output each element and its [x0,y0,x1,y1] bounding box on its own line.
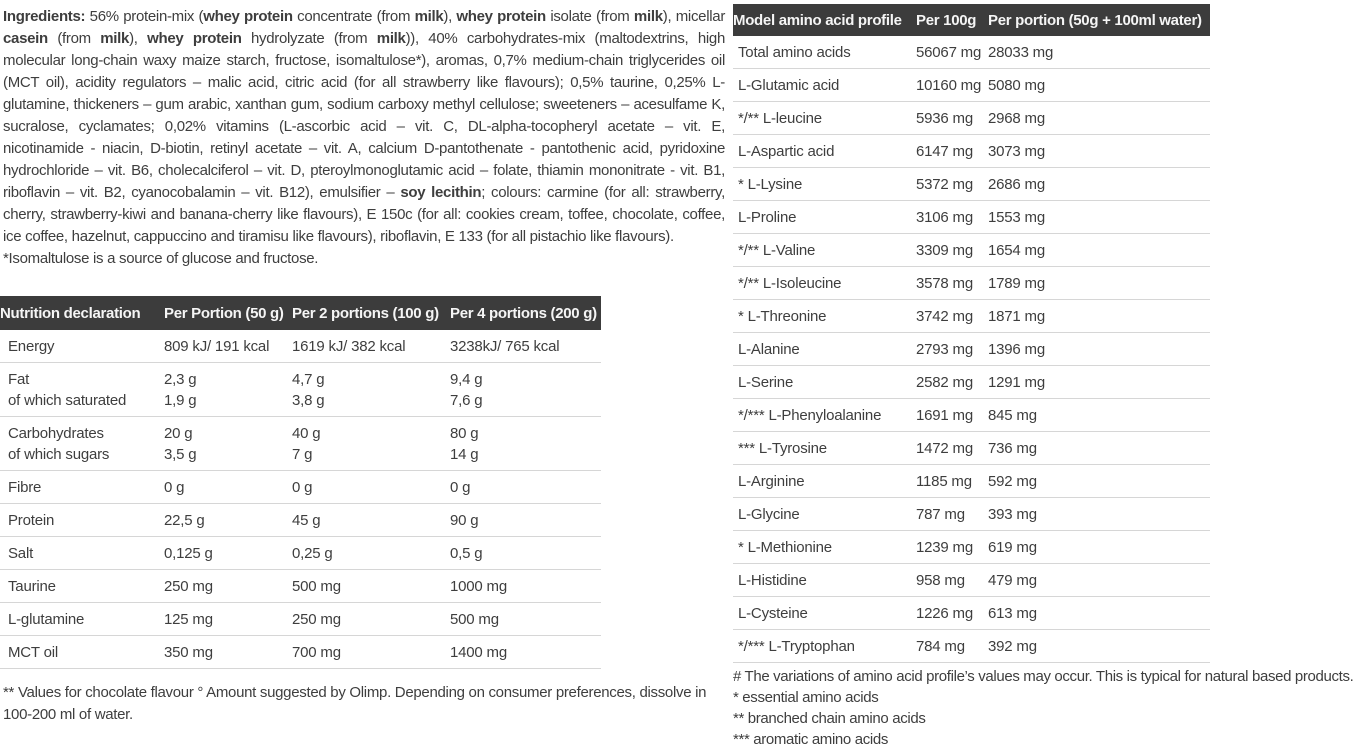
cell-line: 40 g [292,425,321,442]
amino-acid-name: L-Cysteine [738,605,808,622]
amino-acid-table [733,4,1210,663]
ingredients-section [3,6,725,270]
amino-acid-name: * L-Threonine [738,308,827,325]
nutrient-name [0,363,164,416]
amino-acid-value: 1226 mg [916,605,973,622]
ingredient-emphasis: whey protein [147,30,242,47]
amino-acid-value: 56067 mg [916,44,982,61]
nutrition-table-row [0,570,601,603]
amino-table-row [733,201,1210,234]
amino-table-row [733,102,1210,135]
nutrient-value [164,471,292,503]
amino-acid-name: */** L-leucine [738,110,822,127]
nutrient-value [164,330,292,362]
amino-acid-value: 5936 mg [916,110,973,127]
amino-table-row [733,399,1210,432]
amino-acid-name: Total amino acids [738,44,851,61]
cell-line: 4,7 g [292,371,325,388]
amino-col-header-profile: Model amino acid profile [733,12,902,29]
amino-acid-name: * L-Lysine [738,176,803,193]
nutrition-footnote: ** Values for chocolate flavour ° Amount suggested by Olimp. Depending on consumer preferences, dissolve in 100-200 ml of water. [3,684,707,723]
amino-acid-value: 784 mg [916,638,965,655]
nutrient-value [164,636,292,668]
amino-table-row [733,564,1210,597]
cell-line: MCT oil [8,644,58,661]
nutrient-value [164,417,292,470]
cell-line: 250 mg [292,611,341,628]
amino-acid-value: 1871 mg [988,308,1045,325]
amino-table-row [733,234,1210,267]
cell-line: 20 g [164,425,193,442]
amino-acid-name: */*** L-Phenyloalanine [738,407,882,424]
cell-line: 3,5 g [164,446,197,463]
amino-acid-name: L-Aspartic acid [738,143,835,160]
amino-table-row [733,366,1210,399]
cell-line: 0,125 g [164,545,213,562]
ingredient-emphasis: milk [414,8,444,25]
ingredient-text: ), [443,8,457,25]
cell-line: 0 g [450,479,471,496]
cell-line: Fat [8,371,30,388]
cell-line: 3238kJ/ 765 kcal [450,338,560,355]
cell-line: 0 g [292,479,313,496]
amino-acid-name: L-Glycine [738,506,800,523]
amino-acid-value: 1396 mg [988,341,1045,358]
amino-footnotes [733,666,1362,750]
nutrient-value [292,363,450,416]
amino-acid-value: 5372 mg [916,176,973,193]
nutrition-table-row [0,603,601,636]
amino-acid-value: 479 mg [988,572,1037,589]
cell-line: of which saturated [8,392,127,409]
cell-line: 1619 kJ/ 382 kcal [292,338,406,355]
ingredient-text: ), micellar [662,8,726,25]
ingredient-emphasis: milk [633,8,663,25]
nutrient-value [450,330,601,362]
cell-line: of which sugars [8,446,110,463]
amino-table-row [733,36,1210,69]
nutrient-name [0,636,164,668]
cell-line: 9,4 g [450,371,483,388]
ingredient-text: )), 40% carbohydrates-mix (maltodextrins, high molecular long-chain waxy maize starch, fructose, isomaltulose*), aromas, 0,7% medium-chain triglycerides oil (MCT oil), acidity regulators – malic acid, citric acid (for all strawberry like flavours); 0,5% taurine, 0,25% L-glutamine, thickeners – gum arabic, xanthan gum, sodium carboxy methyl cellulose; sweeteners – acesulfame K, sucralose, cyclamates; 0,02% vitamins (L-ascorbic acid – vit. C, DL-alpha-tocopheryl acetate – vit. E, nicotinamide - niacin, D-biotin, retinyl acetate – vit. A, calcium D-pantothenate - pantothenic acid, pyridoxine hydrochloride – vit. B6, cholecalciferol – vit. D, pteroylmonoglutamic acid – folate, thiamin mononitrate - vit. B1, riboflavin – vit. B2, cyanocobalamin – vit. B12), emulsifier – [3,30,726,201]
nutrition-table-row [0,363,601,417]
cell-line: 125 mg [164,611,213,628]
amino-table-row [733,498,1210,531]
nutrient-value [164,363,292,416]
cell-line: 22,5 g [164,512,205,529]
amino-acid-value: 6147 mg [916,143,973,160]
nutrition-col-header-per-2-portions: Per 2 portions (100 g) [292,305,439,322]
amino-footnote-line: * essential amino acids [733,689,879,706]
nutrition-table-row [0,636,601,669]
amino-table-row [733,300,1210,333]
amino-acid-name: */** L-Valine [738,242,816,259]
amino-col-header-per-100g: Per 100g [916,12,977,29]
amino-col-header-per-portion: Per portion (50g + 100ml water) [988,12,1202,29]
cell-line: 14 g [450,446,479,463]
amino-table-row [733,333,1210,366]
amino-acid-name: */** L-Isoleucine [738,275,842,292]
nutrient-name [0,330,164,362]
ingredient-text: ), [129,30,148,47]
cell-line: 2,3 g [164,371,197,388]
amino-acid-value: 1291 mg [988,374,1045,391]
cell-line: 90 g [450,512,479,529]
amino-acid-value: 1789 mg [988,275,1045,292]
amino-table-row [733,531,1210,564]
cell-line: L-glutamine [8,611,85,628]
amino-acid-value: 592 mg [988,473,1037,490]
nutrient-name [0,417,164,470]
amino-acid-value: 10160 mg [916,77,982,94]
nutrient-value [450,603,601,635]
amino-acid-value: 1691 mg [916,407,973,424]
amino-acid-value: 1553 mg [988,209,1045,226]
amino-acid-name: L-Alanine [738,341,800,358]
cell-line: 500 mg [450,611,499,628]
amino-table-row [733,69,1210,102]
amino-acid-name: *** L-Tyrosine [738,440,827,457]
ingredient-text: 56% protein-mix ( [85,8,204,25]
cell-line: 45 g [292,512,321,529]
cell-line: 500 mg [292,578,341,595]
nutrient-name [0,570,164,602]
ingredient-emphasis: casein [3,30,48,47]
nutrient-name [0,537,164,569]
cell-line: 350 mg [164,644,213,661]
ingredient-emphasis: Ingredients: [3,8,86,25]
nutrient-value [292,636,450,668]
amino-table-body [733,36,1210,663]
ingredients-text [3,6,725,248]
nutrient-name [0,603,164,635]
cell-line: Taurine [8,578,56,595]
cell-line: 809 kJ/ 191 kcal [164,338,270,355]
ingredient-emphasis: whey protein [203,8,293,25]
nutrition-table-row [0,471,601,504]
nutrient-value [450,417,601,470]
amino-acid-name: L-Serine [738,374,794,391]
amino-acid-value: 2968 mg [988,110,1045,127]
cell-line: 700 mg [292,644,341,661]
amino-acid-value: 5080 mg [988,77,1045,94]
cell-line: 0 g [164,479,185,496]
nutrient-name [0,504,164,536]
ingredient-emphasis: soy lecithin [400,184,482,201]
cell-line: 1000 mg [450,578,507,595]
nutrient-value [450,537,601,569]
cell-line: Fibre [8,479,42,496]
nutrition-col-header-per-portion: Per Portion (50 g) [164,305,284,322]
nutrition-table-row [0,504,601,537]
nutrient-value [164,603,292,635]
amino-acid-value: 393 mg [988,506,1037,523]
amino-acid-value: 2793 mg [916,341,973,358]
nutrient-value [292,417,450,470]
ingredient-text: isolate (from [545,8,634,25]
nutrition-col-header-declaration: Nutrition declaration [0,305,141,322]
nutrition-table-row [0,417,601,471]
amino-acid-value: 1472 mg [916,440,973,457]
isomaltulose-note: *Isomaltulose is a source of glucose and fructose. [3,250,319,267]
amino-acid-value: 1654 mg [988,242,1045,259]
amino-acid-value: 619 mg [988,539,1037,556]
nutrient-value [450,471,601,503]
nutrient-value [450,570,601,602]
amino-table-row [733,465,1210,498]
nutrient-value [292,537,450,569]
amino-table-row [733,168,1210,201]
nutrition-table-header [0,296,601,330]
nutrient-value [450,636,601,668]
nutrient-value [292,471,450,503]
amino-footnote-line: # The variations of amino acid profile’s values may occur. This is typical for natural based products. [733,668,1354,685]
amino-table-row [733,597,1210,630]
amino-acid-value: 736 mg [988,440,1037,457]
amino-acid-value: 2582 mg [916,374,973,391]
cell-line: 250 mg [164,578,213,595]
amino-acid-name: */*** L-Tryptophan [738,638,855,655]
amino-table-row [733,630,1210,663]
cell-line: 0,25 g [292,545,333,562]
cell-line: 80 g [450,425,479,442]
amino-acid-value: 392 mg [988,638,1037,655]
amino-acid-name: L-Proline [738,209,797,226]
amino-acid-value: 845 mg [988,407,1037,424]
cell-line: Carbohydrates [8,425,104,442]
amino-acid-name: L-Arginine [738,473,805,490]
nutrition-table [0,296,601,669]
amino-table-row [733,432,1210,465]
nutrition-table-row [0,330,601,363]
ingredient-emphasis: whey protein [456,8,546,25]
cell-line: 3,8 g [292,392,325,409]
amino-acid-value: 958 mg [916,572,965,589]
amino-acid-value: 2686 mg [988,176,1045,193]
ingredient-emphasis: milk [376,30,406,47]
amino-acid-value: 3073 mg [988,143,1045,160]
cell-line: Protein [8,512,55,529]
cell-line: 7 g [292,446,313,463]
nutrient-value [164,570,292,602]
ingredient-emphasis: milk [100,30,130,47]
nutrient-value [450,504,601,536]
cell-line: Salt [8,545,34,562]
amino-acid-value: 1239 mg [916,539,973,556]
nutrient-value [292,570,450,602]
nutrition-col-header-per-4-portions: Per 4 portions (200 g) [450,305,597,322]
nutrient-value [292,504,450,536]
nutrition-table-body [0,330,601,669]
nutrient-value [164,504,292,536]
ingredient-text: (from [47,30,101,47]
cell-line: Energy [8,338,55,355]
amino-acid-name: L-Histidine [738,572,807,589]
amino-footnote-line: ** branched chain amino acids [733,710,926,727]
amino-table-row [733,267,1210,300]
amino-footnote-line: *** aromatic amino acids [733,731,889,748]
amino-acid-value: 28033 mg [988,44,1054,61]
cell-line: 0,5 g [450,545,483,562]
amino-acid-value: 3309 mg [916,242,973,259]
cell-line: 7,6 g [450,392,483,409]
nutrient-value [292,603,450,635]
cell-line: 1400 mg [450,644,507,661]
amino-acid-value: 787 mg [916,506,965,523]
nutrient-name [0,471,164,503]
ingredient-text: ; colours: carmine (for all: strawberry, cherry, strawberry-kiwi and banana-cherry like flavours), E 150c (for all: cookies cream, toffee, chocolate, coffee, ice coffee, hazelnut, cappuccino and tiramisu like flavours), riboflavin, E 133 (for all pistachio like flavours). [3,184,725,245]
amino-acid-value: 1185 mg [916,473,972,490]
ingredient-text: concentrate (from [292,8,415,25]
cell-line: 1,9 g [164,392,197,409]
nutrient-value [292,330,450,362]
amino-acid-value: 3742 mg [916,308,973,325]
amino-table-header [733,4,1210,36]
amino-acid-name: L-Glutamic acid [738,77,840,94]
amino-table-row [733,135,1210,168]
ingredient-text: hydrolyzate (from [241,30,377,47]
nutrition-table-row [0,537,601,570]
amino-acid-value: 3578 mg [916,275,973,292]
amino-acid-value: 613 mg [988,605,1037,622]
nutrient-value [450,363,601,416]
amino-acid-value: 3106 mg [916,209,973,226]
nutrient-value [164,537,292,569]
amino-acid-name: * L-Methionine [738,539,832,556]
